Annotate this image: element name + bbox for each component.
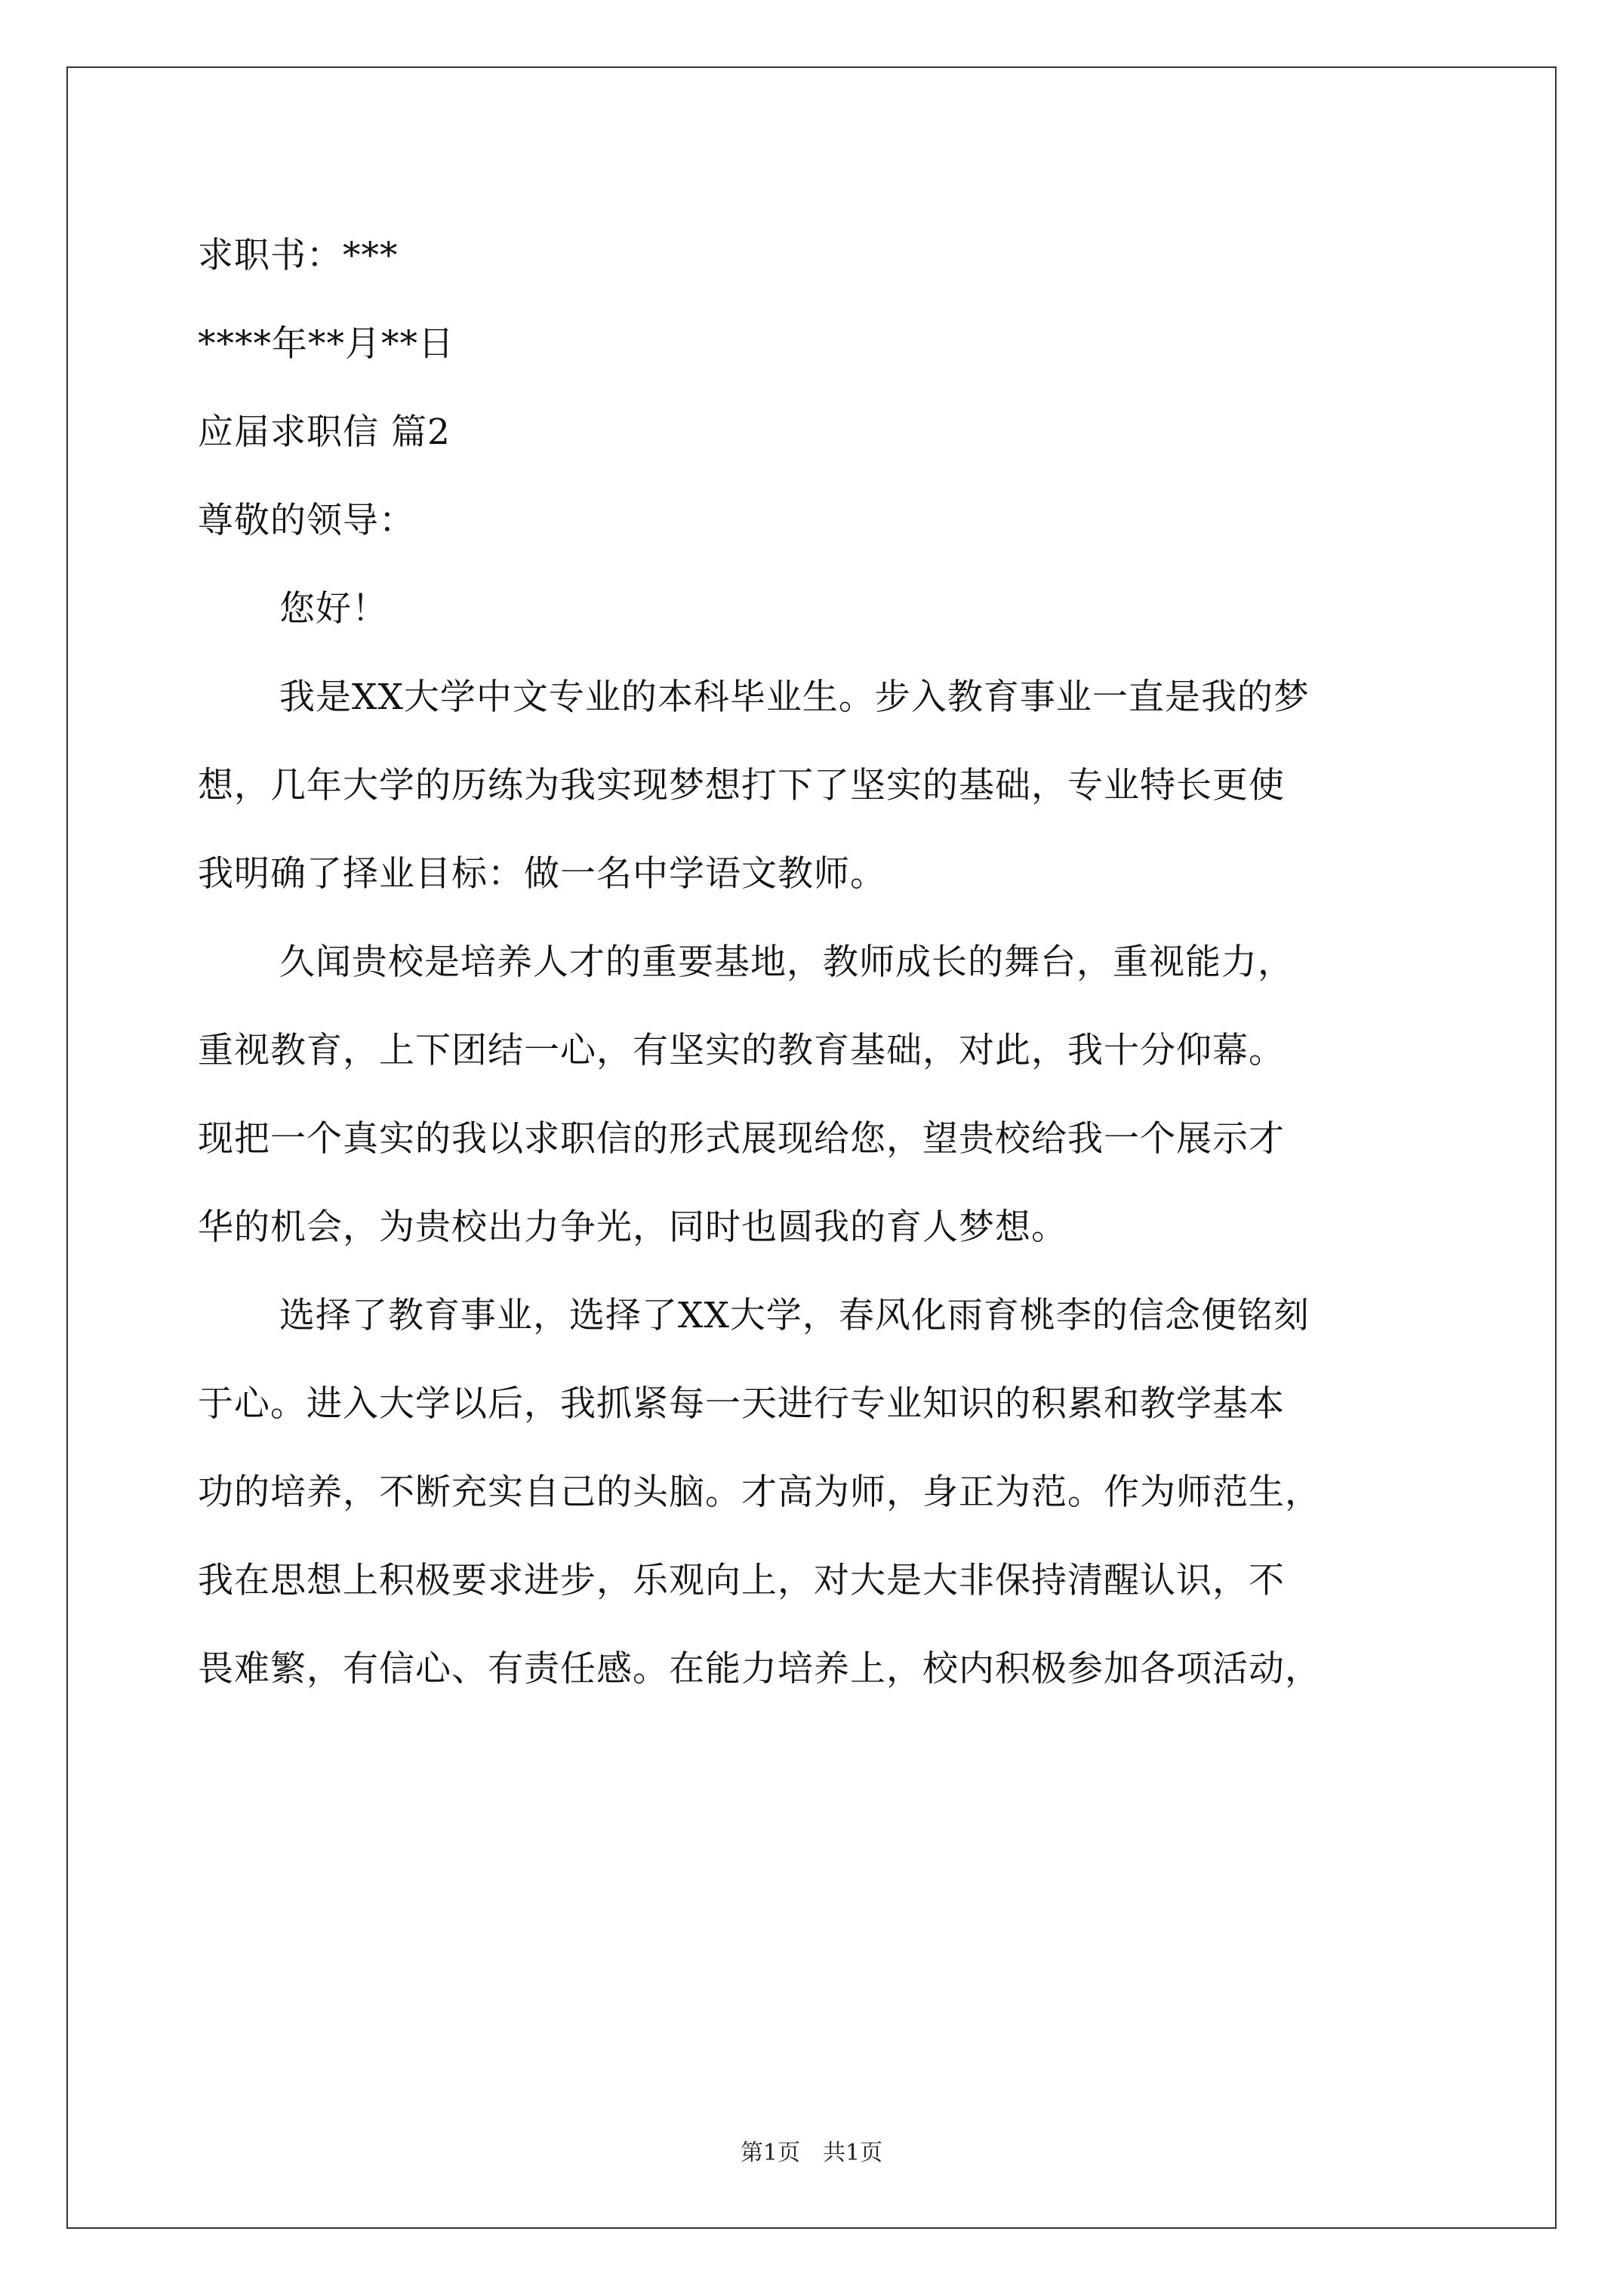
paragraph-3-line-4: 我在思想上积极要求进步，乐观向上，对大是大非保持清醒认识，不 [198,1560,1285,1601]
date-line: ****年**月**日 [198,323,454,365]
paragraph-2-line-1: 久闻贵校是培养人才的重要基地，教师成长的舞台，重视能力， [279,942,1294,983]
paragraph-1-line-3: 我明确了择业目标：做一名中学语文教师。 [198,853,886,895]
paragraph-3-line-5: 畏难繁，有信心、有责任感。在能力培养上，校内积极参加各项活动， [198,1648,1321,1690]
paragraph-3-line-3: 功的培养，不断充实自己的头脑。才高为师，身正为范。作为师范生， [198,1472,1321,1513]
page-number-footer: 第1页 共1页 [740,2140,883,2166]
letter-title: 应届求职信 篇2 [198,411,451,453]
paragraph-1-line-1: 我是XX大学中文专业的本科毕业生。步入教育事业一直是我的梦 [279,676,1310,718]
paragraph-3-line-1: 选择了教育事业，选择了XX大学，春风化雨育桃李的信念便铭刻 [279,1295,1310,1336]
paragraph-3-line-2: 于心。进入大学以后，我抓紧每一天进行专业知识的积累和教学基本 [198,1383,1285,1425]
paragraph-2-line-2: 重视教育，上下团结一心，有坚实的教育基础，对此，我十分仰幕。 [198,1030,1285,1071]
paragraph-2-line-3: 现把一个真实的我以求职信的形式展现给您，望贵校给我一个展示才 [198,1118,1285,1160]
sender-line: 求职书：*** [198,235,399,276]
document-body [198,211,1436,1713]
salutation: 尊敬的领导： [198,500,415,541]
greeting: 您好！ [279,588,388,630]
paragraph-2-line-4: 华的机会，为贵校出力争光，同时也圆我的育人梦想。 [198,1207,1067,1248]
paragraph-1-line-2: 想，几年大学的历练为我实现梦想打下了坚实的基础，专业特长更使 [198,765,1285,806]
